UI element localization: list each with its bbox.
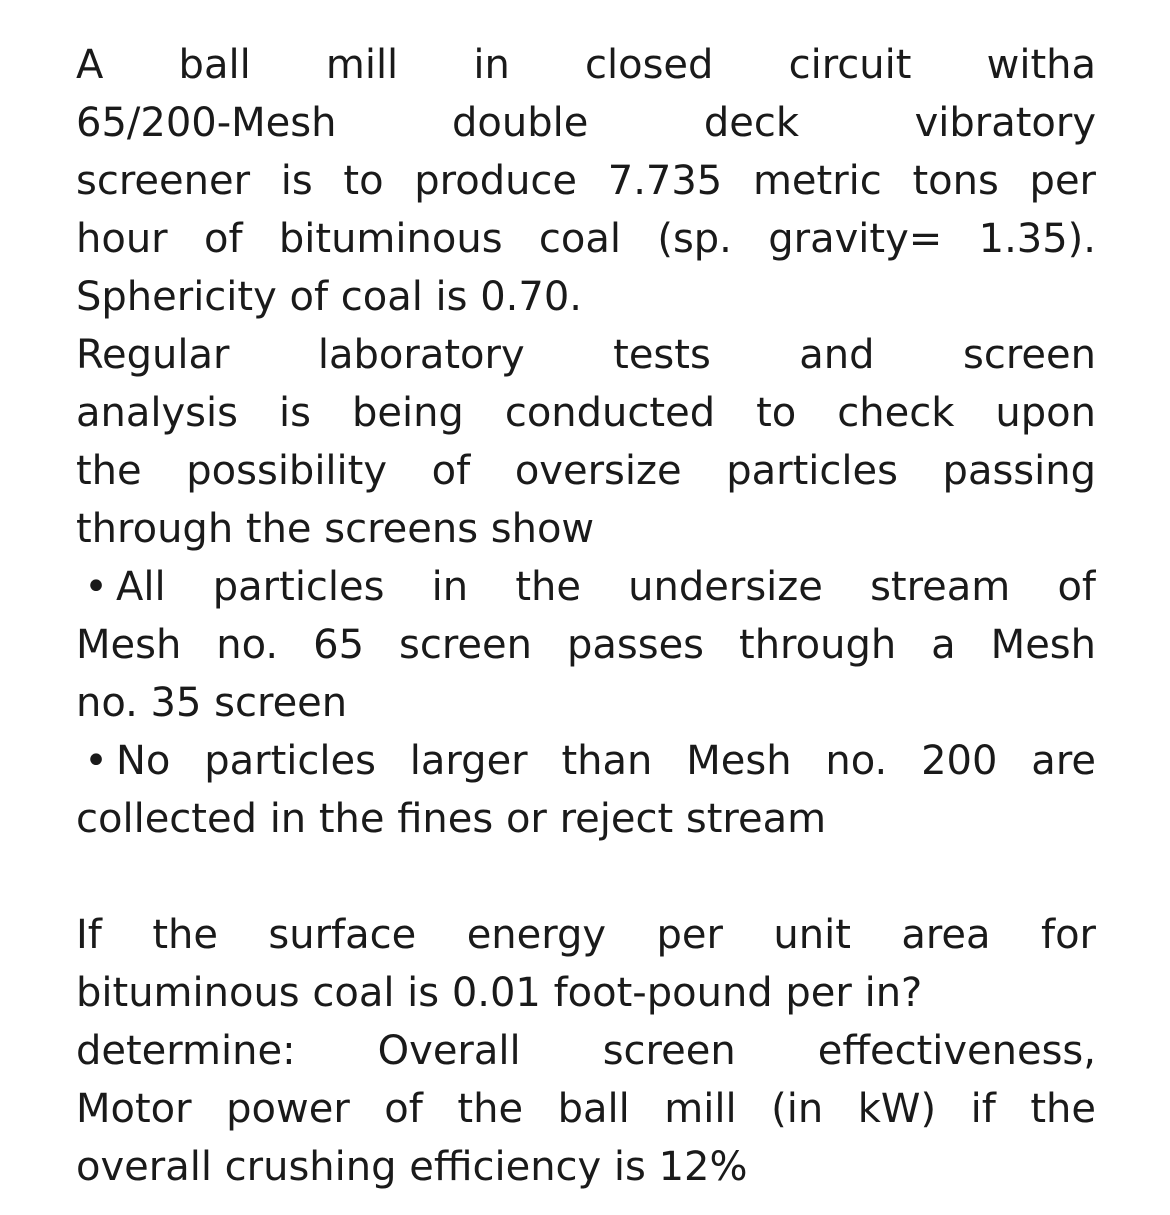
text-line: Motor power of the ball mill (in kW) if the (76, 1086, 1096, 1132)
bullet-item (76, 558, 1096, 616)
text-line: Sphericity of coal is 0.70. (76, 274, 582, 320)
bullet-text: All particles in the undersize stream of (116, 564, 1096, 610)
paragraph-spacer (76, 848, 1096, 906)
text-line: hour of bituminous coal (sp. gravity= 1.35). (76, 216, 1096, 262)
bullet-symbol: • (84, 564, 108, 610)
text-line: If the surface energy per unit area for (76, 912, 1096, 958)
problem-text (76, 36, 1096, 1196)
text-line: determine: Overall screen effectiveness, (76, 1028, 1096, 1074)
text-line: the possibility of oversize particles passing (76, 448, 1096, 494)
text-line: analysis is being conducted to check upon (76, 390, 1096, 436)
text-line: collected in the fines or reject stream (76, 796, 827, 842)
text-line: Regular laboratory tests and screen (76, 332, 1096, 378)
text-line: bituminous coal is 0.01 foot-pound per in? (76, 970, 923, 1016)
bullet-symbol: • (84, 738, 108, 784)
bullet-text: No particles larger than Mesh no. 200 are (116, 738, 1096, 784)
text-line: overall crushing efficiency is 12% (76, 1144, 748, 1190)
text-line: A ball mill in closed circuit witha (76, 42, 1096, 88)
text-line: through the screens show (76, 506, 595, 552)
text-line: screener is to produce 7.735 metric tons per (76, 158, 1096, 204)
text-line: no. 35 screen (76, 680, 348, 726)
text-line: 65/200-Mesh double deck vibratory (76, 100, 1096, 146)
text-line: Mesh no. 65 screen passes through a Mesh (76, 622, 1096, 668)
bullet-item (76, 732, 1096, 790)
